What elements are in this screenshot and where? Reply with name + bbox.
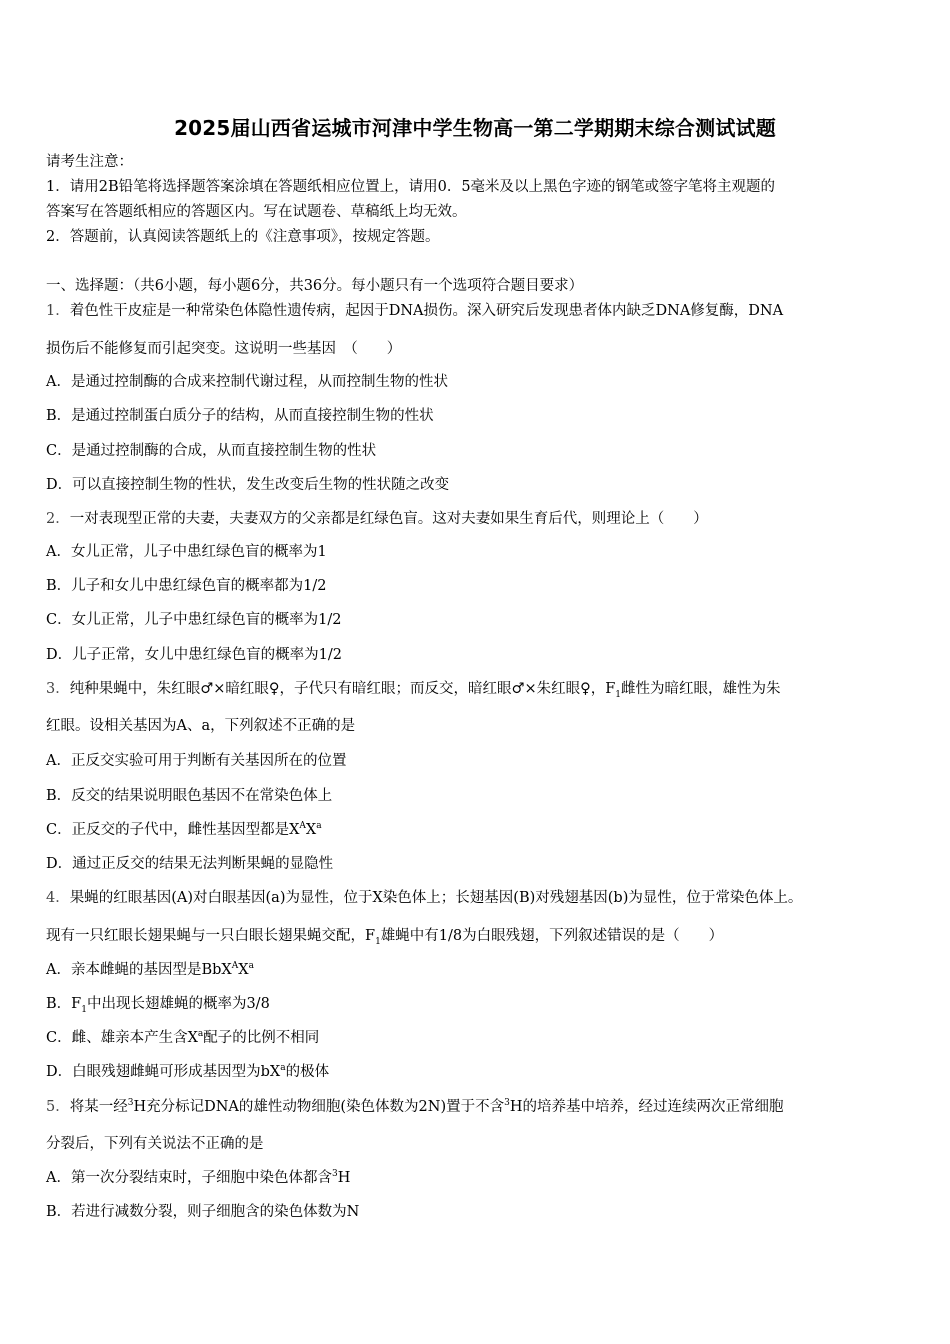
q1-option-c: C．是通过控制酶的合成，从而直接控制生物的性状 — [46, 443, 377, 459]
q4-text-2a: 现有一只红眼长翅果蝇与一只白眼长翅果蝇交配，F — [46, 928, 376, 944]
q2-option-c: C．女儿正常，儿子中患红绿色盲的概率为1/2 — [46, 612, 342, 628]
q4-option-b-sub: 1 — [81, 1004, 87, 1015]
q2-text-1: 一对表现型正常的夫妻，夫妻双方的父亲都是红绿色盲。这对夫妻如果生育后代，则理论上（ ） — [69, 511, 708, 527]
notice-item-1-line-1: 1．请用2B铅笔将选择题答案涂填在答题纸相应位置上，请用0．5毫米及以上黑色字迹的钢笔或签字笔将主观题的 — [46, 179, 776, 195]
q1-option-d: D．可以直接控制生物的性状，发生改变后生物的性状随之改变 — [46, 477, 450, 493]
q5-text-1c: H的培养基中培养，经过连续两次正常细胞 — [509, 1099, 784, 1115]
q5-option-a — [46, 1168, 350, 1188]
q5-option-a-post: H — [337, 1170, 351, 1186]
q2-option-b: B．儿子和女儿中患红绿色盲的概率都为1/2 — [46, 578, 327, 594]
q4-option-c-sup: a — [197, 1029, 204, 1040]
q5-stem-line-1 — [46, 1097, 784, 1117]
q4-option-c-text: C．雌、雄亲本产生含X — [46, 1030, 198, 1046]
q3-text-1a: 纯种果蝇中，朱红眼♂×暗红眼♀，子代只有暗红眼；而反交，暗红眼♂×朱红眼♀，F — [69, 681, 616, 697]
q2-option-a: A．女儿正常，儿子中患红绿色盲的概率为1 — [46, 544, 327, 560]
q4-option-a-mid: X — [238, 962, 249, 978]
q1-option-a: A．是通过控制酶的合成来控制代谢过程，从而控制生物的性状 — [46, 374, 448, 390]
q4-text-2b: 雄蝇中有1/8为白眼残翅，下列叙述错误的是（ ） — [380, 928, 724, 944]
section-heading: 一、选择题：（共6小题，每小题6分，共36分。每小题只有一个选项符合题目要求） — [46, 278, 584, 294]
q4-option-a-sup-1: A — [231, 961, 239, 972]
q4-option-b — [46, 994, 270, 1014]
q4-option-a-text: A．亲本雌蝇的基因型是BbX — [46, 962, 232, 978]
q3-stem-line-1 — [46, 679, 781, 699]
q3-option-d: D．通过正反交的结果无法判断果蝇的显隐性 — [46, 856, 334, 872]
q5-text-1a: 将某一经 — [69, 1099, 128, 1115]
q4-option-d — [46, 1062, 329, 1082]
q4-number: 4． — [46, 890, 70, 906]
q3-option-a: A．正反交实验可用于判断有关基因所在的位置 — [46, 753, 347, 769]
q3-option-c-sup-2: a — [316, 821, 322, 832]
q5-option-a-text: A．第一次分裂结束时，子细胞中染色体都含 — [46, 1170, 332, 1186]
q2-option-d: D．儿子正常，女儿中患红绿色盲的概率为1/2 — [46, 647, 342, 663]
q4-option-d-post: 的极体 — [285, 1064, 330, 1080]
notice-heading: 请考生注意： — [46, 154, 133, 170]
q5-number: 5． — [46, 1099, 70, 1115]
q3-option-c-text: C．正反交的子代中，雌性基因型都是X — [46, 822, 300, 838]
q2-stem-line-1 — [46, 509, 708, 529]
q3-option-b: B．反交的结果说明眼色基因不在常染色体上 — [46, 788, 333, 804]
q4-subscript: 1 — [375, 936, 381, 947]
q3-text-1b: 雌性为暗红眼，雄性为朱 — [621, 681, 781, 697]
q4-option-b-text: B．F — [46, 996, 82, 1012]
q5-option-a-sup: 3 — [331, 1169, 338, 1180]
q1-text-1: 着色性干皮症是一种常染色体隐性遗传病，起因于DNA损伤。深入研究后发现患者体内缺乏DNA修复酶，DNA — [69, 303, 784, 319]
q1-stem-line-1 — [46, 301, 783, 321]
q4-option-a-sup-2: a — [248, 961, 254, 972]
q3-option-c-sup-1: A — [299, 821, 306, 832]
q5-sup-2: 3 — [504, 1098, 510, 1109]
q3-option-c — [46, 820, 322, 840]
notice-item-1-line-2: 答案写在答题纸相应的答题区内。写在试题卷、草稿纸上均无效。 — [46, 204, 467, 220]
q4-option-d-sup: a — [280, 1063, 286, 1074]
q2-number: 2． — [46, 511, 70, 527]
q1-number: 1． — [46, 303, 70, 319]
q4-option-a — [46, 960, 254, 980]
q3-subscript: 1 — [615, 689, 622, 700]
q5-sup-1: 3 — [127, 1098, 134, 1109]
q4-option-b-post: 中出现长翅雄蝇的概率为3/8 — [86, 996, 270, 1012]
q5-text-1b: H充分标记DNA的雄性动物细胞(染色体数为2N)置于不含 — [133, 1099, 505, 1115]
q4-text-1: 果蝇的红眼基因(A)对白眼基因(a)为显性，位于X染色体上；长翅基因(B)对残翅基因(b)为显性，位于常染色体上。 — [69, 890, 803, 906]
q4-stem-line-1 — [46, 888, 802, 908]
q4-option-d-text: D．白眼残翅雌蝇可形成基因型为bX — [46, 1064, 281, 1080]
q3-option-c-mid: X — [305, 822, 317, 838]
q5-stem-line-2: 分裂后，下列有关说法不正确的是 — [46, 1136, 264, 1152]
q3-number: 3． — [46, 681, 70, 697]
notice-item-2: 2．答题前，认真阅读答题纸上的《注意事项》，按规定答题。 — [46, 229, 440, 245]
exam-title: 2025届山西省运城市河津中学生物高一第二学期期末综合测试试题 — [174, 116, 776, 140]
q4-option-c — [46, 1028, 319, 1048]
q5-option-b: B．若进行减数分裂，则子细胞含的染色体数为N — [46, 1204, 360, 1220]
q4-option-c-post: 配子的比例不相同 — [203, 1030, 320, 1046]
q4-stem-line-2 — [46, 926, 723, 946]
q3-stem-line-2: 红眼。设相关基因为A、a，下列叙述不正确的是 — [46, 718, 356, 734]
q1-option-b: B．是通过控制蛋白质分子的结构，从而直接控制生物的性状 — [46, 408, 434, 424]
q1-stem-line-2: 损伤后不能修复而引起突变。这说明一些基因 （ ） — [46, 341, 402, 357]
